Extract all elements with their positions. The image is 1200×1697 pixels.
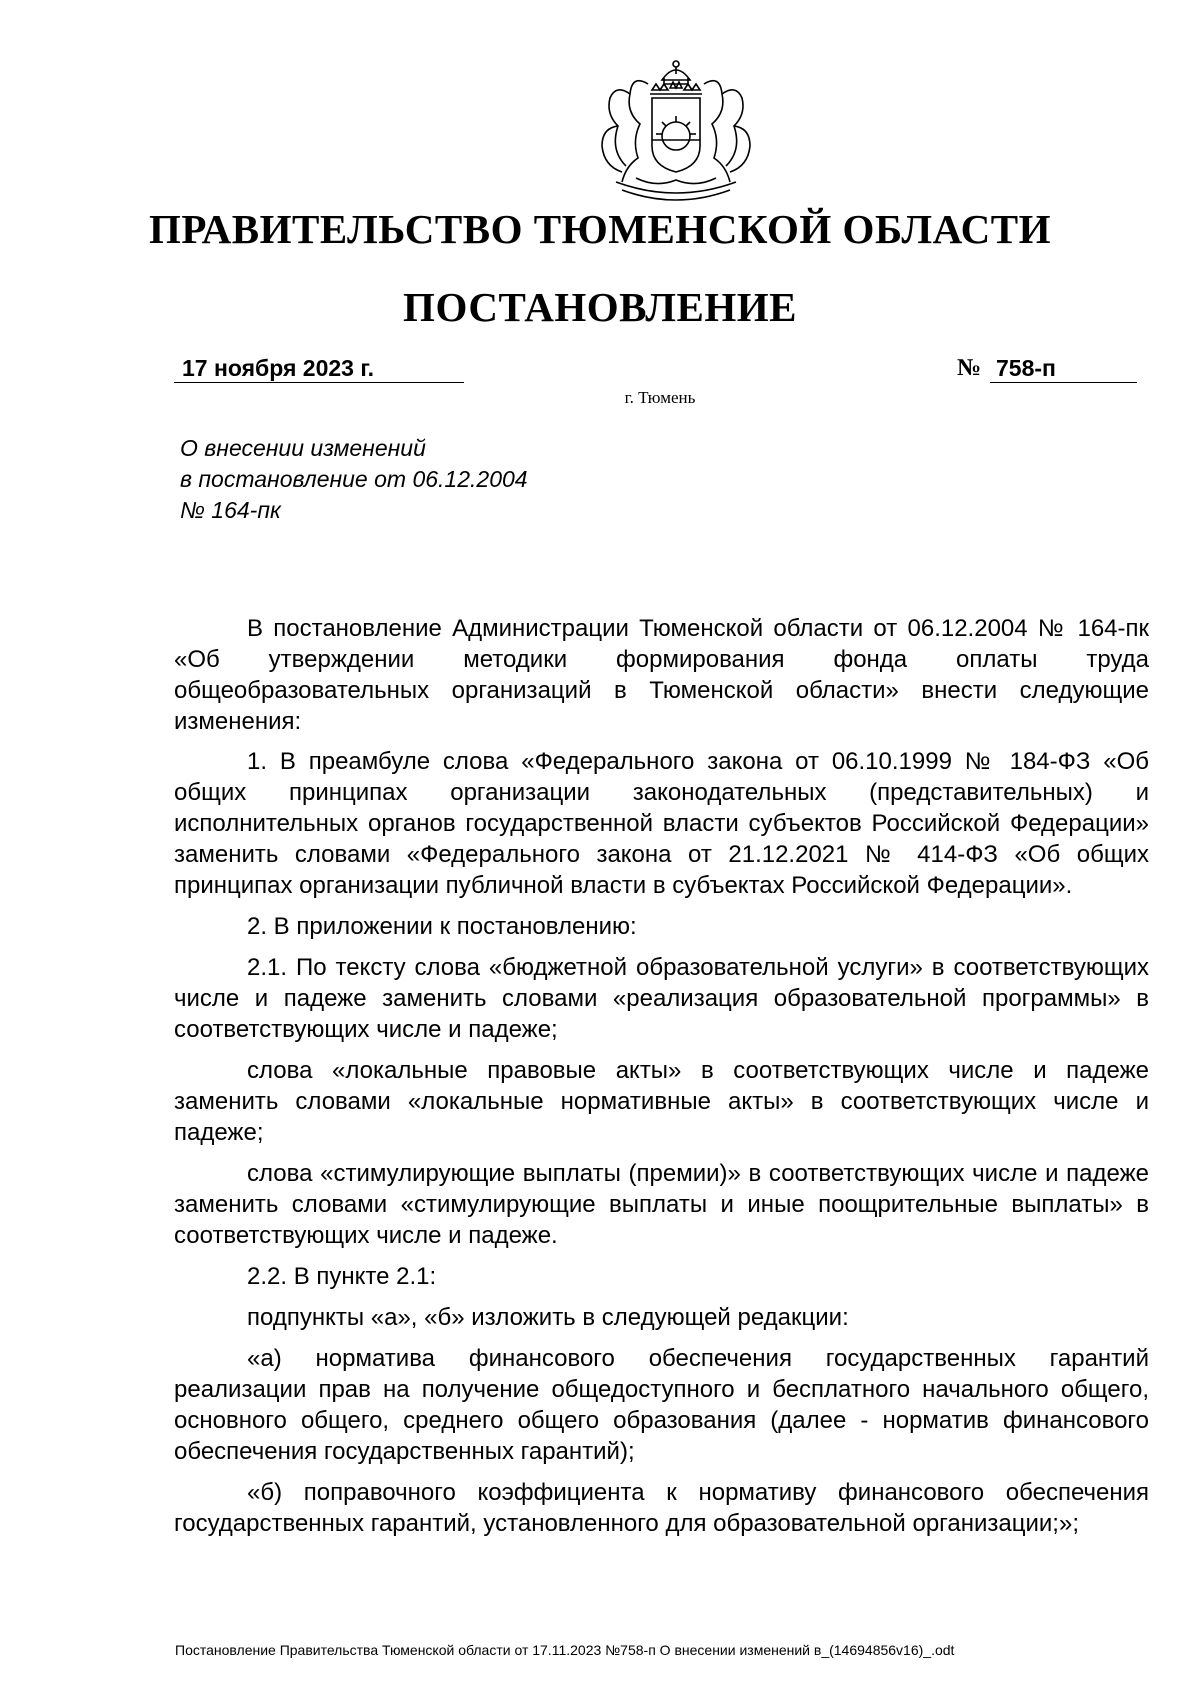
page-footer: Постановление Правительства Тюменской области от 17.11.2023 №758-п О внесении изменений в_(14694856v16)_.odt	[175, 1642, 955, 1658]
city-name: г. Тюмень	[624, 388, 696, 407]
government-title: ПРАВИТЕЛЬСТВО ТЮМЕНСКОЙ ОБЛАСТИ	[148, 206, 1051, 252]
body-paragraph: 2.1. По тексту слова «бюджетной образовательной услуги» в соответствующих числе и падеже заменить словами «реализация образовательной программы» в соответствующих числе и падеже;	[174, 954, 1149, 1043]
body-paragraph: «а) норматива финансового обеспечения государственных гарантий реализации прав на получение общедоступного и бесплатного начального общего, основного общего, среднего общего образования (далее - норматив финансового обеспечения государственных гарантий);	[174, 1345, 1149, 1465]
body-paragraph: 1. В преамбуле слова «Федерального закона от 06.10.1999 № 184-ФЗ «Об общих принципах организации законодательных (представительных) и исполнительных органов государственной власти субъектов Российской Федерации» заменить словами «Федерального закона от 21.12.2021 № 414-ФЗ «Об общих принципах организации публичной власти в субъектах Российской Федерации».	[174, 748, 1149, 899]
document-subject	[180, 433, 680, 526]
body-paragraph: «б) поправочного коэффициента к нормативу финансового обеспечения государственных гарантий, установленного для образовательной организации;»;	[174, 1479, 1149, 1537]
document-date: 17 ноября 2023 г.	[182, 355, 375, 381]
document-number: 758-п	[996, 355, 1056, 381]
body-paragraph: слова «стимулирующие выплаты (премии)» в соответствующих числе и падеже заменить словами «стимулирующие выплаты и иные поощрительные выплаты» в соответствующих числе и падеже.	[174, 1160, 1149, 1249]
body-paragraph: 2. В приложении к постановлению:	[247, 913, 637, 940]
subject-line: О внесении изменений	[180, 435, 426, 461]
coat-of-arms-icon	[596, 54, 756, 206]
body-paragraph: подпункты «а», «б» изложить в следующей редакции:	[247, 1304, 849, 1331]
subject-line: № 164-пк	[180, 497, 281, 523]
number-sign: №	[957, 355, 982, 381]
document-type-title: ПОСТАНОВЛЕНИЕ	[403, 284, 797, 330]
subject-line: в постановление от 06.12.2004	[180, 466, 528, 492]
body-paragraph: 2.2. В пункте 2.1:	[247, 1263, 437, 1290]
body-paragraph: слова «локальные правовые акты» в соответствующих числе и падеже заменить словами «локальные нормативные акты» в соответствующих числе и падеже;	[174, 1057, 1149, 1146]
body-paragraph: В постановление Администрации Тюменской области от 06.12.2004 № 164-пк «Об утверждении методики формирования фонда оплаты труда общеобразовательных организаций в Тюменской области» внести следующие изменения:	[174, 615, 1149, 735]
number-field	[990, 356, 1137, 383]
date-field	[174, 356, 464, 383]
document-body	[174, 613, 1149, 1549]
